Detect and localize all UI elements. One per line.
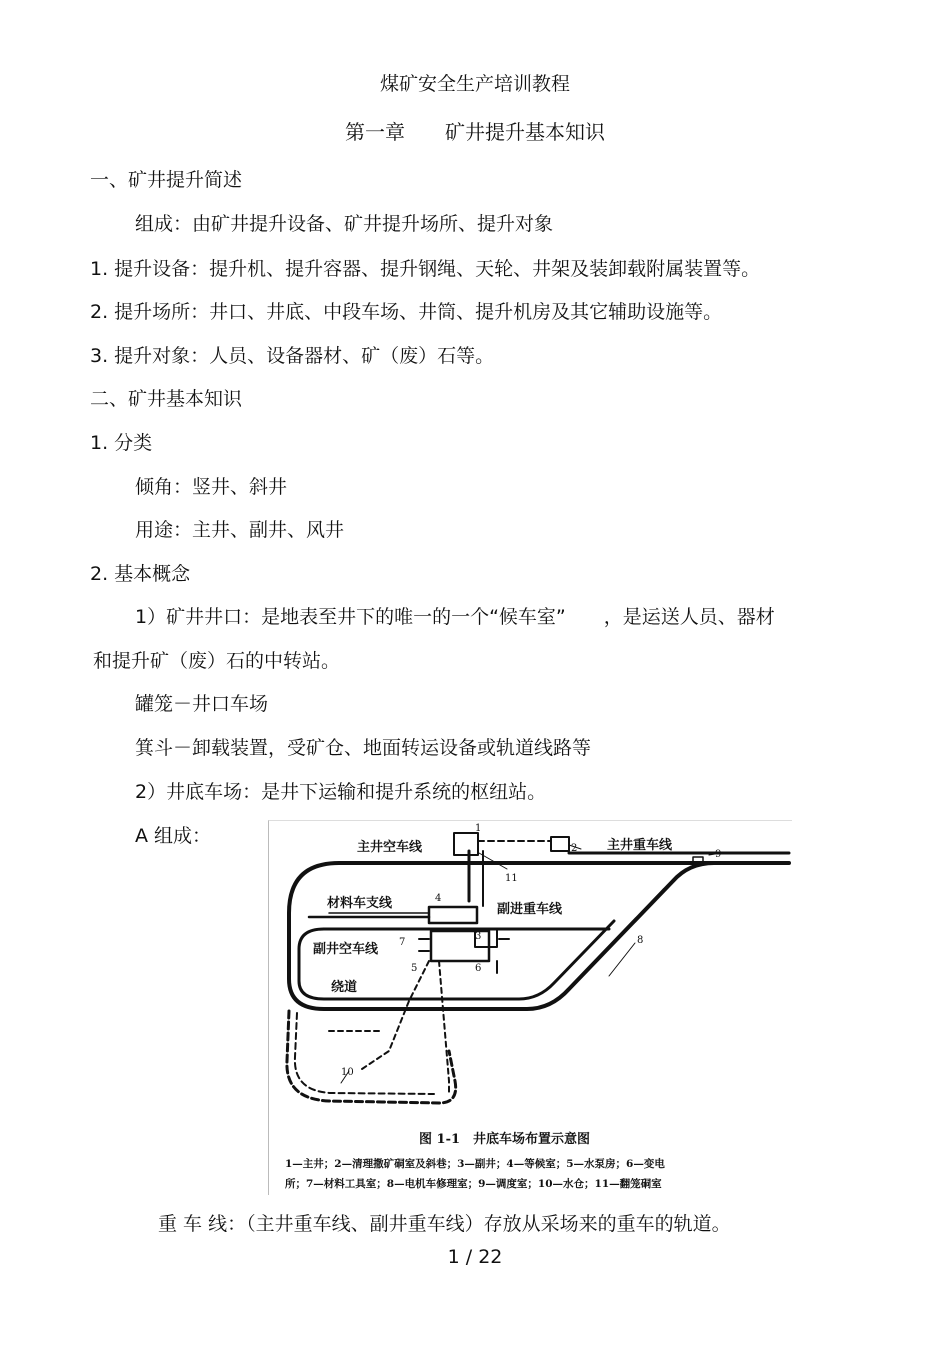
figure-number-8: 8 xyxy=(637,935,644,946)
composition-a-label: A 组成： xyxy=(135,825,212,847)
figure-number-7: 7 xyxy=(399,937,406,948)
item-classification: 1. 分类 xyxy=(90,432,153,454)
item-basic-concepts: 2. 基本概念 xyxy=(90,563,191,585)
figure-number-9: 9 xyxy=(715,849,722,860)
label-aux-empty-line: 副井空车线 xyxy=(313,942,379,957)
diagram-svg xyxy=(269,821,792,1195)
figure-number-6: 6 xyxy=(475,963,482,974)
figure-number-3: 3 xyxy=(475,931,482,942)
item-hoisting-object: 3. 提升对象：人员、设备器材、矿（废）石等。 xyxy=(90,345,495,367)
figure-number-11: 11 xyxy=(505,873,518,884)
document-title: 煤矿安全生产培训教程 xyxy=(379,73,570,95)
label-main-empty-line: 主井空车线 xyxy=(357,840,423,855)
label-aux-heavy-line: 副进重车线 xyxy=(497,902,563,917)
figure-number-5: 5 xyxy=(411,963,418,974)
figure-number-4: 4 xyxy=(435,893,442,904)
heavy-car-line-definition: 重 车 线：（主井重车线、副井重车线）存放从采场来的重车的轨道。 xyxy=(158,1213,731,1235)
item-hoisting-equipment: 1. 提升设备：提升机、提升容器、提升钢绳、天轮、井架及装卸载附属装置等。 xyxy=(90,258,761,280)
skip-line: 箕斗－卸载装置，受矿仓、地面转运设备或轨道线路等 xyxy=(135,737,592,759)
label-material-branch: 材料车支线 xyxy=(327,896,393,911)
label-bypass: 绕道 xyxy=(331,980,358,995)
classification-usage: 用途：主井、副井、风井 xyxy=(135,519,345,541)
section-heading-2: 二、矿井基本知识 xyxy=(90,388,243,410)
item-hoisting-site: 2. 提升场所：井口、井底、中段车场、井筒、提升机房及其它辅助设施等。 xyxy=(90,301,723,323)
section-heading-1: 一、矿井提升简述 xyxy=(90,169,243,191)
figure-caption-line1: 1—主井；2—清理撒矿硐室及斜巷；3—副井；4—等候室；5—水泵房；6—变电 xyxy=(285,1158,665,1170)
figure-caption-line2: 所；7—材料工具室；8—电机车修理室；9—调度室；10—水仓；11—翻笼硐室 xyxy=(285,1178,662,1190)
figure-number-10: 10 xyxy=(341,1067,354,1078)
paragraph-shaft-bottom: 2）井底车场：是井下运输和提升系统的枢纽站。 xyxy=(135,781,547,803)
label-main-heavy-line: 主井重车线 xyxy=(607,838,673,853)
page-number: 1 / 22 xyxy=(447,1246,503,1268)
paragraph-shaft-mouth-line1: 1）矿井井口：是地表至井下的唯一的一个“候车室” ，是运送人员、器材 xyxy=(135,606,775,628)
paragraph-shaft-mouth-line2: 和提升矿（废）石的中转站。 xyxy=(93,650,341,672)
figure-number-2: 2 xyxy=(571,843,578,854)
composition-line: 组成：由矿井提升设备、矿井提升场所、提升对象 xyxy=(135,213,554,235)
chapter-title: 第一章 矿井提升基本知识 xyxy=(345,120,605,144)
cage-line: 罐笼－井口车场 xyxy=(135,693,269,715)
shaft-bottom-diagram xyxy=(268,820,792,1195)
figure-title: 图 1-1 井底车场布置示意图 xyxy=(419,1132,591,1147)
figure-number-1: 1 xyxy=(475,823,482,834)
classification-incline: 倾角：竖井、斜井 xyxy=(135,476,288,498)
